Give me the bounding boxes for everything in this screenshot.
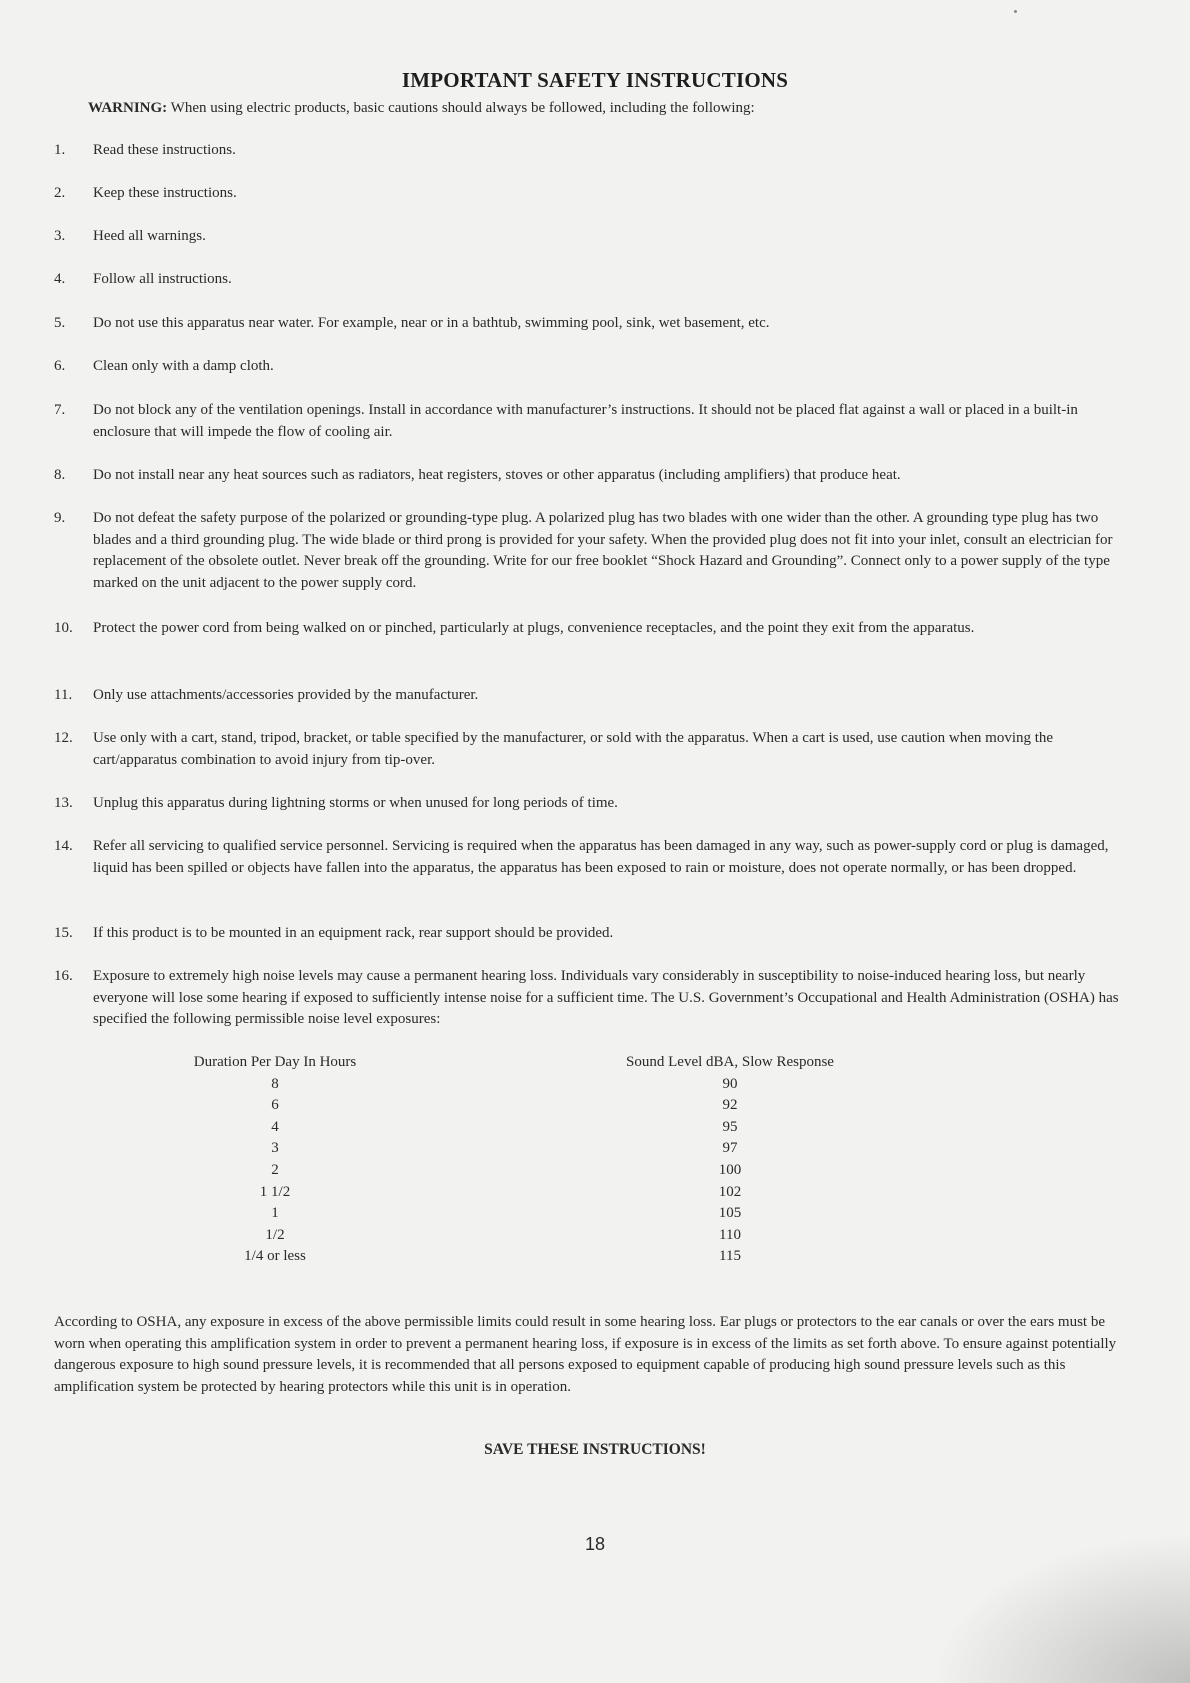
item-number: 16. — [54, 968, 73, 984]
item-number: 14. — [54, 838, 73, 854]
table-row — [160, 1246, 940, 1268]
duration-header: Duration Per Day In Hours — [193, 1054, 357, 1070]
item-text: Refer all servicing to qualified service personnel. Servicing is required when the apparatus has been damaged in any way, such as power-supply cord or plug is damaged, liquid has been spilled or objects have fallen into the apparatus, the apparatus has been exposed to rain or moisture, does not operate normally, or has been dropped. — [93, 838, 1109, 876]
item-text: Do not install near any heat sources such as radiators, heat registers, stoves or other apparatus (including amplifiers) that produce heat. — [93, 467, 901, 483]
warning-text: When using electric products, basic cautions should always be followed, including the following: — [170, 100, 755, 116]
item-number: 8. — [54, 467, 66, 483]
table-row — [160, 1182, 940, 1204]
duration-cell: 1/4 or less — [244, 1248, 306, 1265]
item-number: 7. — [54, 402, 66, 418]
item-text: Protect the power cord from being walked on or pinched, particularly at plugs, convenience receptacles, and the point they exit from the apparatus. — [93, 620, 975, 636]
level-header: Sound Level dBA, Slow Response — [626, 1054, 834, 1070]
duration-cell: 2 — [271, 1161, 279, 1178]
item-number: 5. — [54, 315, 66, 331]
item-number: 15. — [54, 925, 73, 941]
item-text: Keep these instructions. — [93, 185, 237, 201]
noise-exposure-table — [160, 1052, 940, 1268]
item-text: Heed all warnings. — [93, 228, 206, 244]
item-text: Follow all instructions. — [93, 271, 232, 287]
item-text: Do not block any of the ventilation openings. Install in accordance with manufacturer’s instructions. It should not be placed flat against a wall or placed in a built-in enclosure that will impede the flow of cooling air. — [93, 402, 1078, 440]
item-number: 3. — [54, 228, 66, 244]
level-cell: 115 — [719, 1248, 741, 1265]
item-text: If this product is to be mounted in an equipment rack, rear support should be provided. — [93, 925, 614, 941]
duration-cell: 1 1/2 — [259, 1183, 291, 1200]
item-text: Exposure to extremely high noise levels may cause a permanent hearing loss. Individuals vary considerably in susceptibility to noise-induced hearing loss, but nearly everyone will lose some hearing if exposed to sufficiently intense noise for a sufficient time. The U.S. Government’s Occupational and Health Administration (OSHA) has specified the following permissible noise level exposures: — [93, 968, 1119, 1028]
item-number: 6. — [54, 358, 66, 374]
item-text: Read these instructions. — [93, 142, 236, 158]
save-instructions-notice: SAVE THESE INSTRUCTIONS! — [484, 1441, 706, 1458]
item-number: 13. — [54, 795, 73, 811]
level-cell: 102 — [718, 1183, 742, 1200]
duration-cell: 1/2 — [265, 1226, 285, 1243]
item-text: Do not use this apparatus near water. For example, near or in a bathtub, swimming pool, sink, wet basement, etc. — [93, 315, 770, 331]
table-row — [160, 1117, 940, 1139]
level-cell: 90 — [722, 1075, 738, 1092]
level-cell: 92 — [722, 1097, 738, 1114]
table-row — [160, 1074, 940, 1096]
duration-cell: 6 — [271, 1097, 279, 1114]
level-cell: 97 — [722, 1140, 738, 1157]
item-number: 10. — [54, 620, 73, 636]
table-row — [160, 1160, 940, 1182]
level-cell: 95 — [722, 1118, 738, 1135]
level-cell: 100 — [718, 1161, 742, 1178]
item-text: Use only with a cart, stand, tripod, bracket, or table specified by the manufacturer, or sold with the apparatus. When a cart is used, use caution when moving the cart/apparatus combination to avoid injury from tip-over. — [93, 730, 1054, 768]
table-row — [160, 1203, 940, 1225]
table-header — [160, 1052, 940, 1074]
duration-cell: 3 — [271, 1140, 279, 1157]
scan-shadow — [930, 1533, 1190, 1683]
warning-label: WARNING: — [88, 100, 168, 116]
page-number: 18 — [584, 1534, 606, 1554]
table-row — [160, 1225, 940, 1247]
level-cell: 110 — [719, 1226, 741, 1243]
item-text: Do not defeat the safety purpose of the polarized or grounding-type plug. A polarized plug has two blades with one wider than the other. A grounding type plug has two blades and a third grounding plug. The wide blade or third prong is provided for your safety. When the provided plug does not fit into your inlet, consult an electrician for replacement of the obsolete outlet. Never break off the grounding. Write for our free booklet “Shock Hazard and Grounding”. Connect only to a power supply of the type marked on the unit adjacent to the power supply cord. — [93, 510, 1113, 591]
item-number: 11. — [54, 687, 73, 703]
table-row — [160, 1095, 940, 1117]
table-row — [160, 1138, 940, 1160]
item-number: 1. — [54, 142, 66, 158]
item-number: 2. — [54, 185, 66, 201]
item-text: Clean only with a damp cloth. — [93, 358, 274, 374]
duration-cell: 8 — [271, 1075, 279, 1092]
duration-cell: 4 — [271, 1118, 279, 1135]
warning-line — [88, 100, 755, 117]
item-number: 4. — [54, 271, 66, 287]
page-title: IMPORTANT SAFETY INSTRUCTIONS — [401, 68, 789, 92]
osha-paragraph: According to OSHA, any exposure in excess of the above permissible limits could result in some hearing loss. Ear plugs or protectors to the ear canals or over the ears must be worn when operating this amplification system in order to prevent a permanent hearing loss, if exposure is in excess of the limits as set forth above. To ensure against potentially dangerous exposure to high sound pressure levels, it is recommended that all persons exposed to equipment capable of producing high sound pressure levels such as this amplification system be protected by hearing protectors while this unit is in operation. — [54, 1314, 1117, 1396]
item-number: 12. — [54, 730, 73, 746]
scan-speck — [1014, 10, 1017, 13]
duration-cell: 1 — [271, 1205, 279, 1222]
item-text: Only use attachments/accessories provided by the manufacturer. — [93, 687, 479, 703]
level-cell: 105 — [718, 1205, 742, 1222]
item-number: 9. — [54, 510, 66, 526]
item-text: Unplug this apparatus during lightning storms or when unused for long periods of time. — [93, 795, 618, 811]
